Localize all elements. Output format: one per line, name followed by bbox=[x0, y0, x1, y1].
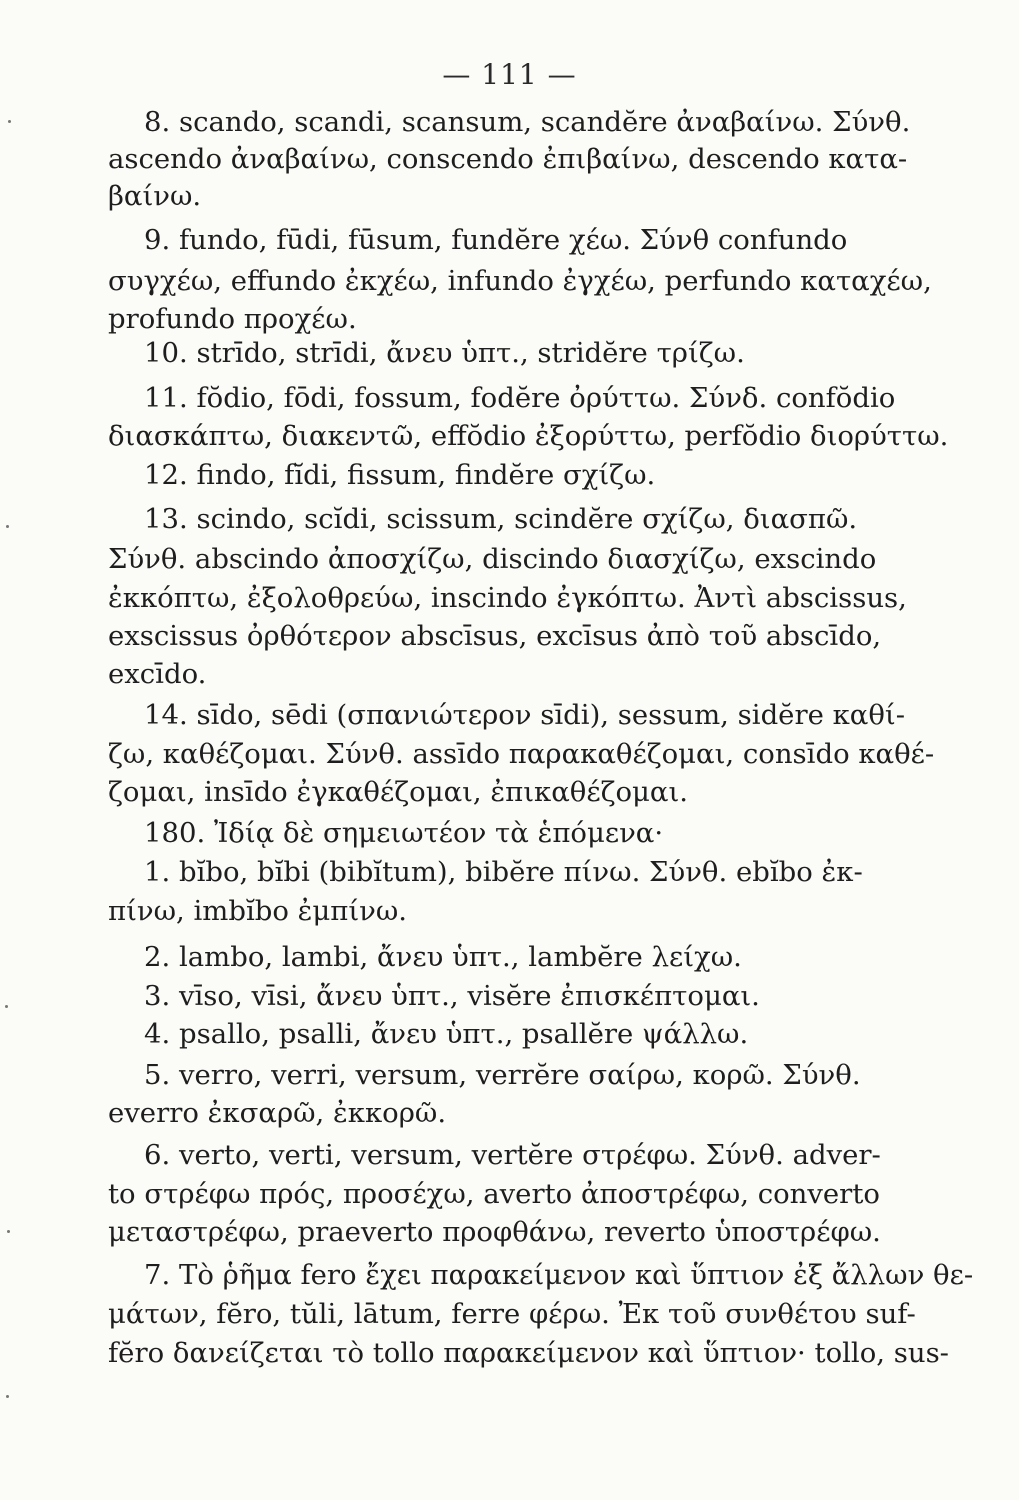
text-line-31: μάτων, fĕro, tŭli, lātum, ferre φέρω. Ἐκ τοῦ συνθέτου suf- bbox=[108, 1298, 916, 1330]
text-line-5: συγχέω, effundo ἐκχέω, infundo ἐγχέω, perfundo καταχέω, bbox=[108, 265, 932, 297]
text-line-14: exscissus ὀρθότερον abscīsus, excīsus ἀπὸ τοῦ abscīdo, bbox=[108, 620, 882, 652]
text-line-28: to στρέφω πρός, προσέχω, averto ἀποστρέφω, converto bbox=[108, 1178, 880, 1210]
text-line-4: 9. fundo, fūdi, fūsum, fundĕre χέω. Σύνθ confundo bbox=[144, 224, 848, 256]
text-line-15: excīdo. bbox=[108, 658, 207, 690]
text-line-13: ἐκκόπτω, ἐξολοθρεύω, inscindo ἐγκόπτω. Ἀντὶ abscissus, bbox=[108, 582, 907, 614]
text-line-9: διασκάπτω, διακεντῶ, effŏdio ἐξορύττω, perfŏdio διορύττω. bbox=[108, 420, 949, 452]
text-line-6: profundo προχέω. bbox=[108, 303, 357, 335]
text-line-21: πίνω, imbĭbo ἐμπίνω. bbox=[108, 895, 408, 927]
margin-speck bbox=[6, 525, 9, 528]
text-line-7: 10. strīdo, strīdi, ἄνευ ὑπτ., stridĕre τρίζω. bbox=[144, 337, 745, 369]
text-line-3: βαίνω. bbox=[108, 180, 202, 212]
margin-speck bbox=[7, 1230, 10, 1233]
text-line-17: ζω, καθέζομαι. Σύνθ. assīdo παρακαθέζομαι, consīdo καθέ- bbox=[108, 738, 935, 770]
text-line-12: Σύνθ. abscindo ἀποσχίζω, discindo διασχίζω, exscindo bbox=[108, 543, 877, 575]
text-line-18: ζομαι, insīdo ἐγκαθέζομαι, ἐπικαθέζομαι. bbox=[108, 776, 689, 808]
text-line-11: 13. scindo, scĭdi, scissum, scindĕre σχίζω, διασπῶ. bbox=[144, 503, 858, 535]
text-line-27: 6. verto, verti, versum, vertĕre στρέφω. Σύνθ. adver- bbox=[144, 1139, 881, 1171]
text-line-10: 12. findo, fĭdi, fissum, findĕre σχίζω. bbox=[144, 459, 656, 491]
text-line-32: fĕro δανείζεται τὸ tollo παρακείμενον καὶ ὕπτιον· tollo, sus- bbox=[108, 1337, 949, 1369]
page-number: — 111 — bbox=[442, 58, 577, 91]
margin-speck bbox=[6, 1395, 9, 1398]
text-line-2: ascendo ἀναβαίνω, conscendo ἐπιβαίνω, descendo κατα- bbox=[108, 143, 908, 175]
text-line-19: 180. Ἰδίᾳ δὲ σημειωτέον τὰ ἑπόμενα· bbox=[144, 817, 664, 849]
text-line-23: 3. vīso, vīsi, ἄνευ ὑπτ., visĕre ἐπισκέπτομαι. bbox=[144, 980, 760, 1012]
text-line-22: 2. lambo, lambi, ἄνευ ὑπτ., lambĕre λείχω. bbox=[144, 941, 742, 973]
text-line-20: 1. bĭbo, bĭbi (bibĭtum), bibĕre πίνω. Σύνθ. ebĭbo ἐκ- bbox=[144, 856, 863, 888]
text-line-1: 8. scando, scandi, scansum, scandĕre ἀναβαίνω. Σύνθ. bbox=[144, 106, 911, 138]
margin-speck bbox=[8, 120, 11, 123]
text-line-26: everro ἐκσαρῶ, ἐκκορῶ. bbox=[108, 1097, 447, 1129]
text-line-8: 11. fŏdio, fōdi, fossum, fodĕre ὀρύττω. Σύνδ. confŏdio bbox=[144, 382, 896, 414]
text-line-24: 4. psallo, psalli, ἄνευ ὑπτ., psallĕre ψάλλω. bbox=[144, 1018, 749, 1050]
margin-speck bbox=[5, 1005, 8, 1008]
text-line-30: 7. Τὸ ῥῆμα fero ἔχει παρακείμενον καὶ ὕπτιον ἐξ ἄλλων θε- bbox=[144, 1259, 974, 1291]
text-line-25: 5. verro, verri, versum, verrĕre σαίρω, κορῶ. Σύνθ. bbox=[144, 1059, 861, 1091]
text-line-29: μεταστρέφω, praeverto προφθάνω, reverto ὑποστρέφω. bbox=[108, 1216, 881, 1248]
text-line-16: 14. sīdo, sēdi (σπανιώτερον sīdi), sessum, sidĕre καθί- bbox=[144, 699, 906, 731]
